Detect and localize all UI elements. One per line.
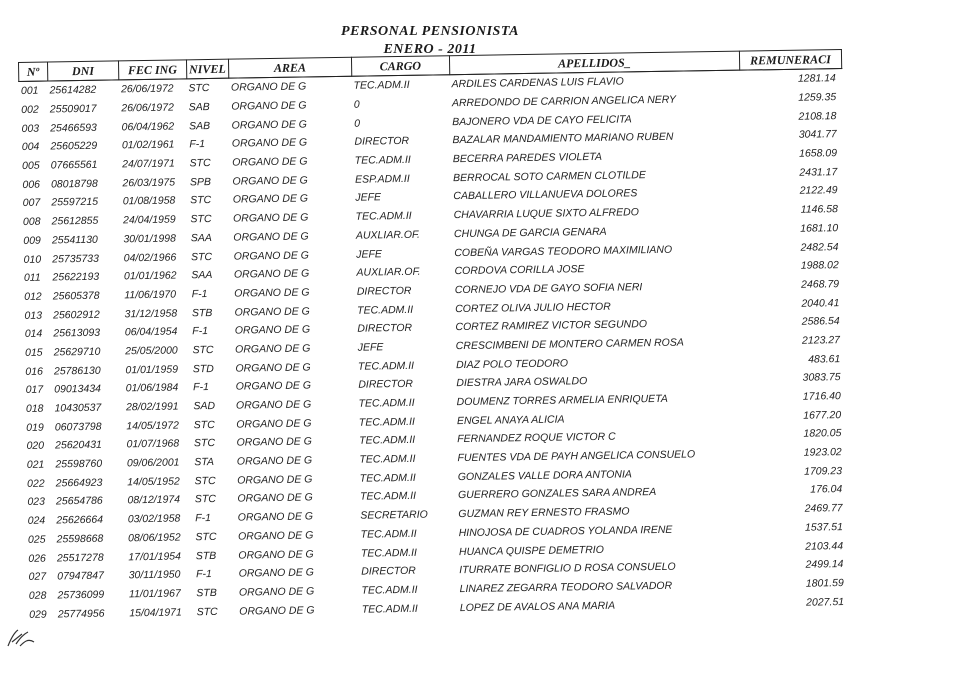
- cell-fec-ing: 01/06/1984: [125, 381, 179, 395]
- cell-apellidos: BERROCAL SOTO CARMEN CLOTILDE: [452, 168, 646, 184]
- cell-apellidos: CRESCIMBENI DE MONTERO CARMEN ROSA: [455, 336, 684, 353]
- cell-remuneraci: 2468.79: [801, 278, 840, 291]
- column-header-dni: DNI: [47, 61, 119, 81]
- cell-cargo: 0: [354, 117, 361, 130]
- page-period: ENERO - 2011: [383, 42, 477, 57]
- cell-remuneraci: 1281.14: [797, 72, 836, 86]
- cell-cargo: JEFE: [356, 247, 382, 261]
- cell-remuneraci: 1259.35: [798, 91, 837, 104]
- cell-fec-ing: 06/04/1962: [121, 120, 175, 134]
- cell-nivel: STC: [189, 157, 211, 170]
- cell-remuneraci: 2122.49: [799, 184, 838, 198]
- cell-fec-ing: 31/12/1958: [124, 307, 178, 320]
- cell-apellidos: ARDILES CARDENAS LUIS FLAVIO: [451, 75, 624, 91]
- cell-fec-ing: 08/06/1952: [127, 531, 181, 545]
- column-header-remuneraci: REMUNERACI: [739, 50, 841, 71]
- cell-remuneraci: 2586.54: [801, 315, 840, 329]
- cell-dni: 25622193: [52, 270, 100, 284]
- cell-area: ORGANO DE G: [238, 585, 315, 599]
- cell-dni: 25613093: [53, 327, 101, 340]
- cell-nivel: STC: [193, 418, 215, 432]
- cell-apellidos: CHAVARRIA LUQUE SIXTO ALFREDO: [453, 206, 639, 222]
- cell-apellidos: CORNEJO VDA DE GAYO SOFIA NERI: [454, 281, 643, 297]
- cell-cargo: ESP.ADM.II: [354, 172, 410, 186]
- cell-cargo: TEC.ADM.II: [360, 546, 418, 560]
- cell-apellidos: ITURRATE BONFIGLIO D ROSA CONSUELO: [459, 560, 676, 577]
- cell-dni: 10430537: [54, 401, 102, 415]
- cell-area: ORGANO DE G: [236, 435, 312, 450]
- cell-remuneraci: 1677.20: [803, 408, 842, 422]
- cell-area: ORGANO DE G: [235, 361, 311, 375]
- cell-remuneraci: 2108.18: [798, 109, 837, 123]
- cell-dni: 07665561: [50, 158, 98, 172]
- cell-dni: 25517278: [56, 551, 104, 564]
- cell-dni: 25664923: [55, 476, 103, 490]
- cell-nivel: SAA: [191, 269, 213, 282]
- cell-remuneraci: 2482.54: [800, 240, 839, 254]
- cell-number: 020: [26, 440, 45, 453]
- cell-nivel: STC: [188, 82, 210, 95]
- cell-dni: 25626664: [56, 513, 104, 527]
- page-title: PERSONAL PENSIONISTA: [341, 24, 519, 39]
- cell-dni: 25614282: [49, 84, 97, 97]
- cell-area: ORGANO DE G: [237, 491, 313, 506]
- cell-number: 016: [25, 365, 43, 378]
- cell-fec-ing: 01/01/1962: [123, 269, 177, 283]
- cell-nivel: F-1: [193, 381, 209, 394]
- cell-fec-ing: 30/11/1950: [128, 568, 181, 582]
- cell-fec-ing: 01/01/1959: [125, 363, 179, 377]
- cell-number: 009: [23, 234, 41, 247]
- cell-fec-ing: 01/08/1958: [122, 195, 176, 208]
- cell-remuneraci: 1658.09: [798, 147, 838, 160]
- cell-number: 023: [27, 496, 46, 509]
- cell-number: 004: [21, 141, 40, 154]
- cell-apellidos: ENGEL ANAYA ALICIA: [456, 413, 565, 427]
- cell-remuneraci: 1537.51: [804, 520, 843, 534]
- cell-cargo: TEC.ADM.II: [359, 490, 417, 504]
- cell-number: 014: [24, 327, 43, 341]
- cell-number: 017: [25, 383, 44, 397]
- cell-nivel: STB: [191, 306, 213, 319]
- cell-dni: 25774956: [57, 607, 105, 621]
- cell-cargo: DIRECTOR: [357, 322, 413, 335]
- column-header-number: Nº: [19, 62, 48, 81]
- cell-apellidos: BAJONERO VDA DE CAYO FELICITA: [452, 113, 632, 128]
- cell-fec-ing: 04/02/1966: [123, 251, 177, 264]
- cell-fec-ing: 30/01/1998: [123, 232, 177, 246]
- cell-cargo: TEC.ADM.II: [359, 452, 416, 466]
- cell-cargo: AUXLIAR.OF.: [356, 265, 421, 279]
- cell-area: ORGANO DE G: [232, 192, 309, 207]
- cell-fec-ing: 25/05/2000: [125, 344, 178, 358]
- cell-area: ORGANO DE G: [231, 118, 307, 132]
- column-header-cargo: CARGO: [351, 56, 449, 77]
- cell-cargo: TEC.ADM.II: [359, 471, 416, 485]
- cell-apellidos: GUERRERO GONZALES SARA ANDREA: [457, 486, 657, 502]
- cell-dni: 25605229: [50, 140, 98, 153]
- cell-fec-ing: 01/02/1961: [121, 138, 175, 152]
- cell-remuneraci: 1923.02: [803, 446, 842, 459]
- cell-area: ORGANO DE G: [234, 323, 311, 337]
- cell-fec-ing: 14/05/1972: [126, 419, 179, 433]
- cell-remuneraci: 1146.58: [800, 203, 839, 216]
- cell-nivel: SAB: [188, 119, 211, 133]
- cell-fec-ing: 11/06/1970: [124, 288, 177, 302]
- cell-remuneraci: 483.61: [808, 352, 841, 366]
- cell-number: 006: [22, 178, 41, 191]
- column-header-apellidos: APELLIDOS_: [449, 51, 739, 75]
- cell-apellidos: GUZMAN REY ERNESTO FRASMO: [458, 505, 630, 521]
- cell-apellidos: CABALLERO VILLANUEVA DOLORES: [453, 187, 638, 203]
- cell-cargo: SECRETARIO: [360, 508, 428, 522]
- cell-dni: 25620431: [55, 439, 102, 452]
- cell-remuneraci: 2040.41: [801, 296, 840, 310]
- cell-remuneraci: 2499.14: [805, 558, 844, 571]
- cell-area: ORGANO DE G: [234, 305, 310, 319]
- cell-cargo: DIRECTOR: [354, 135, 410, 149]
- cell-cargo: TEC.ADM.II: [355, 209, 412, 223]
- cell-area: ORGANO DE G: [230, 80, 307, 95]
- cell-number: 010: [23, 253, 42, 266]
- cell-number: 018: [25, 402, 44, 415]
- cell-number: 015: [24, 346, 43, 359]
- cell-apellidos: HUANCA QUISPE DEMETRIO: [458, 543, 604, 558]
- cell-number: 029: [29, 608, 47, 621]
- cell-number: 003: [21, 122, 40, 135]
- cell-dni: 25509017: [49, 102, 97, 116]
- cell-dni: 25605378: [52, 289, 100, 303]
- cell-apellidos: DIESTRA JARA OSWALDO: [456, 375, 588, 390]
- cell-cargo: TEC.ADM.II: [359, 434, 416, 448]
- cell-fec-ing: 28/02/1991: [125, 400, 179, 414]
- cell-number: 008: [22, 215, 41, 229]
- cell-nivel: STC: [190, 213, 212, 226]
- cell-area: ORGANO DE G: [236, 417, 312, 431]
- column-header-nivel: NIVEL: [186, 59, 229, 79]
- cell-nivel: F-1: [189, 138, 206, 151]
- cell-apellidos: BAZALAR MANDAMIENTO MARIANO RUBEN: [452, 131, 674, 147]
- cell-nivel: F-1: [195, 512, 212, 525]
- cell-remuneraci: 2469.77: [804, 502, 843, 515]
- cell-apellidos: ARREDONDO DE CARRION ANGELICA NERY: [451, 93, 677, 110]
- cell-fec-ing: 03/02/1958: [127, 512, 181, 526]
- cell-fec-ing: 09/06/2001: [126, 456, 180, 470]
- cell-nivel: STC: [190, 194, 212, 207]
- cell-apellidos: BECERRA PAREDES VIOLETA: [452, 150, 603, 166]
- cell-fec-ing: 11/01/1967: [128, 587, 181, 601]
- cell-nivel: STC: [190, 250, 213, 263]
- cell-area: ORGANO DE G: [235, 398, 312, 412]
- cell-fec-ing: 14/05/1952: [127, 475, 180, 489]
- cell-area: ORGANO DE G: [237, 510, 314, 524]
- cell-number: 026: [28, 552, 46, 565]
- cell-cargo: TEC.ADM.II: [353, 79, 410, 93]
- cell-number: 005: [22, 159, 40, 173]
- cell-fec-ing: 26/06/1972: [121, 101, 174, 115]
- cell-nivel: SAA: [190, 231, 212, 245]
- cell-number: 007: [22, 197, 41, 210]
- cell-dni: 25597215: [51, 196, 99, 209]
- cell-number: 024: [27, 514, 46, 528]
- cell-apellidos: CORDOVA CORILLA JOSE: [454, 263, 585, 278]
- cell-fec-ing: 01/07/1968: [126, 437, 180, 451]
- cell-remuneraci: 2027.51: [806, 595, 845, 609]
- cell-remuneraci: 1988.02: [800, 259, 839, 272]
- cell-area: ORGANO DE G: [232, 174, 308, 188]
- cell-number: 027: [28, 570, 47, 584]
- cell-dni: 25612855: [51, 214, 99, 228]
- cell-fec-ing: 06/04/1954: [124, 325, 178, 339]
- cell-number: 021: [26, 458, 45, 472]
- signature-mark: [6, 626, 36, 650]
- cell-dni: 25786130: [53, 364, 101, 378]
- cell-cargo: JEFE: [355, 191, 382, 205]
- cell-dni: 25541130: [51, 233, 98, 247]
- cell-remuneraci: 1801.59: [805, 577, 844, 590]
- cell-apellidos: FERNANDEZ ROQUE VICTOR C: [457, 431, 616, 446]
- cell-area: ORGANO DE G: [238, 566, 314, 580]
- cell-number: 025: [27, 533, 46, 546]
- cell-cargo: TEC.ADM.II: [357, 303, 414, 317]
- cell-apellidos: CHUNGA DE GARCIA GENARA: [453, 225, 607, 241]
- column-header-area: AREA: [229, 57, 352, 78]
- cell-nivel: STC: [196, 605, 218, 618]
- cell-cargo: TEC.ADM.II: [360, 527, 417, 541]
- cell-nivel: STB: [195, 549, 217, 562]
- cell-remuneraci: 3083.75: [802, 371, 841, 385]
- cell-area: ORGANO DE G: [232, 211, 309, 225]
- cell-apellidos: CORTEZ OLIVA JULIO HECTOR: [455, 300, 611, 315]
- pensioner-table: [18, 49, 851, 624]
- cell-area: ORGANO DE G: [237, 529, 314, 543]
- cell-area: ORGANO DE G: [235, 379, 312, 393]
- cell-fec-ing: 24/04/1959: [123, 213, 176, 227]
- cell-remuneraci: 1716.40: [802, 390, 841, 403]
- cell-remuneraci: 3041.77: [798, 128, 837, 142]
- cell-dni: 25736099: [57, 588, 105, 602]
- cell-nivel: STB: [196, 586, 217, 600]
- cell-dni: 25654786: [55, 495, 103, 508]
- cell-fec-ing: 08/12/1974: [127, 493, 181, 507]
- cell-dni: 06073798: [54, 420, 102, 434]
- cell-dni: 07947847: [57, 569, 104, 583]
- cell-cargo: TEC.ADM.II: [357, 359, 415, 373]
- cell-dni: 25629710: [53, 345, 101, 359]
- cell-remuneraci: 2431.17: [799, 165, 838, 179]
- cell-nivel: SPB: [189, 175, 212, 189]
- cell-area: ORGANO DE G: [239, 604, 315, 618]
- cell-number: 001: [20, 85, 39, 98]
- cell-remuneraci: 2123.27: [801, 334, 841, 347]
- cell-area: ORGANO DE G: [232, 155, 308, 169]
- cell-nivel: STD: [192, 362, 214, 375]
- cell-area: ORGANO DE G: [233, 230, 309, 244]
- cell-dni: 09013434: [54, 383, 102, 396]
- cell-area: ORGANO DE G: [233, 248, 310, 263]
- cell-apellidos: GONZALES VALLE DORA ANTONIA: [457, 468, 632, 483]
- cell-remuneraci: 1709.23: [803, 464, 843, 478]
- cell-cargo: JEFE: [357, 341, 384, 354]
- cell-area: ORGANO DE G: [231, 136, 308, 151]
- cell-cargo: DIRECTOR: [356, 284, 412, 298]
- cell-apellidos: DIAZ POLO TEODORO: [455, 357, 569, 371]
- cell-fec-ing: 15/04/1971: [129, 606, 182, 619]
- cell-nivel: STA: [194, 456, 215, 469]
- cell-dni: 25598760: [55, 457, 103, 471]
- cell-number: 019: [26, 421, 44, 434]
- cell-number: 012: [24, 290, 42, 303]
- cell-dni: 25735733: [52, 252, 99, 266]
- cell-cargo: TEC.ADM.II: [361, 583, 418, 597]
- cell-area: ORGANO DE G: [231, 99, 307, 113]
- cell-nivel: STC: [194, 493, 216, 506]
- cell-nivel: STC: [193, 437, 216, 450]
- cell-cargo: AUXLIAR.OF.: [355, 228, 421, 242]
- cell-apellidos: CORTEZ RAMIREZ VICTOR SEGUNDO: [455, 318, 648, 334]
- cell-fec-ing: 26/03/1975: [122, 176, 176, 190]
- cell-area: ORGANO DE G: [236, 454, 313, 468]
- cell-nivel: SAB: [188, 101, 210, 114]
- cell-area: ORGANO DE G: [238, 547, 314, 562]
- cell-fec-ing: 17/01/1954: [128, 550, 182, 563]
- cell-dni: 25602912: [52, 308, 100, 322]
- column-header-fec-ing: FEC ING: [119, 60, 187, 80]
- cell-nivel: STC: [192, 343, 214, 357]
- cell-dni: 08018798: [50, 177, 98, 191]
- cell-number: 013: [24, 309, 43, 322]
- cell-apellidos: LINAREZ ZEGARRA TEODORO SALVADOR: [459, 579, 673, 596]
- cell-nivel: SAD: [193, 399, 216, 413]
- cell-nivel: STC: [195, 530, 217, 544]
- cell-apellidos: LOPEZ DE AVALOS ANA MARIA: [459, 599, 616, 614]
- cell-number: 022: [27, 477, 45, 490]
- cell-number: 002: [21, 103, 39, 116]
- cell-cargo: TEC.ADM.II: [358, 396, 415, 410]
- cell-number: 028: [28, 589, 47, 602]
- cell-fec-ing: 24/07/1971: [122, 157, 175, 171]
- cell-nivel: STC: [194, 474, 216, 488]
- cell-apellidos: COBEÑA VARGAS TEODORO MAXIMILIANO: [454, 243, 673, 259]
- cell-nivel: F-1: [191, 287, 208, 301]
- cell-remuneraci: 1820.05: [803, 427, 842, 441]
- cell-dni: 25466593: [50, 121, 97, 135]
- cell-area: ORGANO DE G: [233, 267, 310, 281]
- cell-cargo: DIRECTOR: [358, 378, 414, 392]
- cell-dni: 25598668: [56, 532, 104, 546]
- cell-cargo: TEC.ADM.II: [354, 153, 411, 167]
- cell-apellidos: HINOJOSA DE CUADROS YOLANDA IRENE: [458, 523, 673, 539]
- cell-remuneraci: 176.04: [810, 483, 843, 497]
- cell-fec-ing: 26/06/1972: [120, 82, 174, 96]
- cell-remuneraci: 1681.10: [800, 221, 839, 235]
- cell-area: ORGANO DE G: [237, 473, 313, 487]
- cell-nivel: F-1: [192, 325, 209, 338]
- cell-cargo: TEC.ADM.II: [361, 602, 418, 616]
- cell-cargo: 0: [353, 98, 360, 111]
- cell-apellidos: DOUMENZ TORRES ARMELIA ENRIQUETA: [456, 392, 668, 409]
- cell-cargo: DIRECTOR: [361, 565, 416, 578]
- cell-cargo: TEC.ADM.II: [358, 415, 415, 429]
- cell-area: ORGANO DE G: [234, 286, 310, 300]
- cell-nivel: F-1: [195, 568, 212, 581]
- cell-remuneraci: 2103.44: [805, 539, 844, 553]
- cell-number: 011: [23, 271, 41, 285]
- cell-area: ORGANO DE G: [235, 342, 311, 356]
- cell-apellidos: FUENTES VDA DE PAYH ANGELICA CONSUELO: [457, 448, 696, 465]
